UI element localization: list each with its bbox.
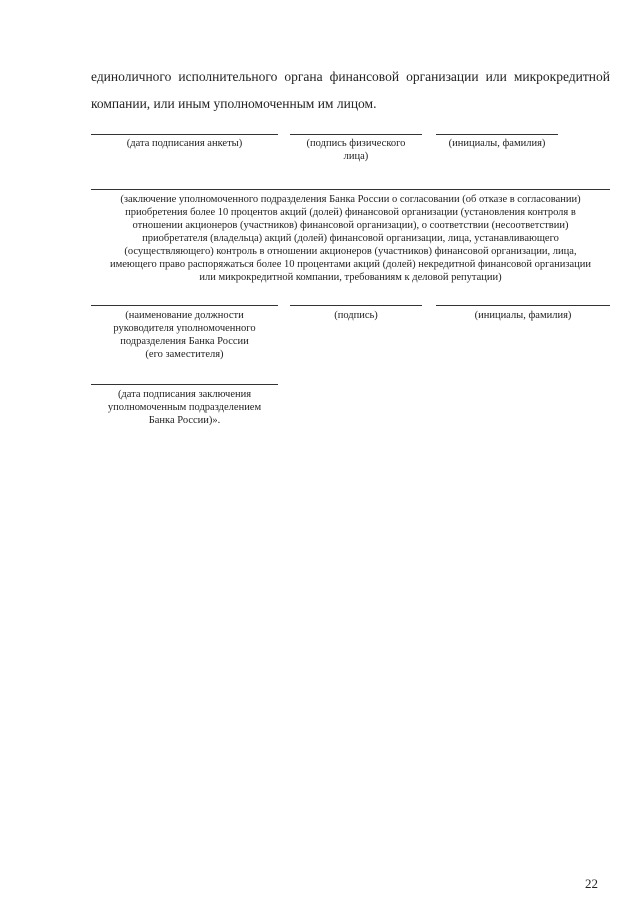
official-signature-caption: (подпись) xyxy=(334,310,378,321)
conclusion-caption-line: (заключение уполномоченного подразделения Банка России о согласовании (об отказе в согласовании) xyxy=(120,194,581,205)
date-signature-line xyxy=(91,134,278,135)
position-title-caption-line: (наименование должности xyxy=(125,310,244,321)
official-signature-line xyxy=(290,305,422,306)
initials-surname-caption-1: (инициалы, фамилия) xyxy=(448,138,546,149)
conclusion-caption-line: или микрокредитной компании, требованиям к деловой репутации) xyxy=(199,272,502,283)
individual-signature-caption xyxy=(290,137,422,163)
conclusion-date-caption-line: уполномоченным подразделением xyxy=(107,402,262,413)
conclusion-date-caption-line: Банка России)». xyxy=(148,415,221,426)
page-number: 22 xyxy=(585,876,598,891)
intro-line-2: компании, или иным уполномоченным им лицом. xyxy=(91,96,377,111)
conclusion-caption-line: отношении акционеров (участников) финансовой организации), о соответствии (несоответствии) xyxy=(132,220,569,231)
initials-line-1 xyxy=(436,134,558,135)
intro-paragraph xyxy=(91,66,610,115)
individual-signature-line xyxy=(290,134,422,135)
conclusion-date-line xyxy=(91,384,278,385)
date-of-form-signing-caption: (дата подписания анкеты) xyxy=(126,138,243,149)
conclusion-date-caption xyxy=(91,388,278,427)
conclusion-line xyxy=(91,189,610,190)
position-title-caption xyxy=(91,309,278,361)
initials-surname-caption-2: (инициалы, фамилия) xyxy=(474,310,572,321)
initials-line-2 xyxy=(436,305,610,306)
conclusion-caption-line: имеющего право распоряжаться более 10 процентами акций (долей) некредитной финансовой организации xyxy=(109,259,592,270)
individual-signature-caption-line-2: лица) xyxy=(343,151,369,162)
position-title-line xyxy=(91,305,278,306)
conclusion-date-caption-line: (дата подписания заключения xyxy=(117,389,252,400)
conclusion-caption-line: приобретения более 10 процентов акций (долей) финансовой организации (установления контроля в xyxy=(125,207,576,218)
conclusion-caption-line: приобретателя (владельца) акций (долей) финансовой организации, лица, устанавливающего xyxy=(142,233,559,244)
individual-signature-caption-line-1: (подпись физического xyxy=(306,138,406,149)
position-title-caption-line: подразделения Банка России xyxy=(120,336,249,347)
conclusion-caption xyxy=(91,193,610,284)
position-title-caption-line: (его заместителя) xyxy=(145,349,224,360)
position-title-caption-line: руководителя уполномоченного xyxy=(113,323,256,334)
intro-line-1: единоличного исполнительного органа финансовой организации или микрокредитной xyxy=(91,69,610,84)
conclusion-caption-line: (осуществляющего) контроль в отношении акционеров (участников) финансовой организации, лица, xyxy=(124,246,577,257)
